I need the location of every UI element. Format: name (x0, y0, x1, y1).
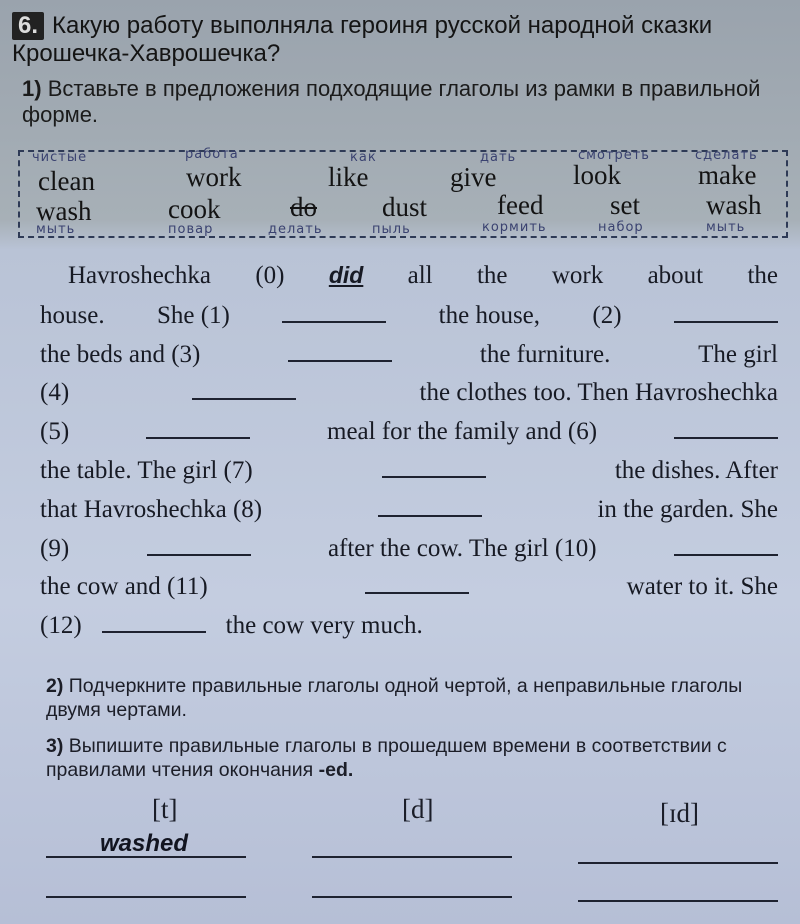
instruction-2 (46, 674, 786, 722)
answer-blank-3[interactable] (288, 340, 392, 362)
instruction-2-number: 2) (46, 675, 64, 697)
instruction-3 (46, 734, 786, 782)
instruction-3-text: Выпишите правильные глаголы в прошедшем времени в соответствии с правилами чтения окончания (46, 735, 727, 781)
word-do: do (290, 192, 317, 222)
passage-line: house. She (1) the house, (2) (40, 301, 778, 340)
instruction-2-text: Подчеркните правильные глаголы одной чертой, а неправильные глаголы двумя чертами. (46, 675, 743, 721)
column-id: [ɪd] (660, 798, 699, 828)
passage-line: (5) meal for the family and (6) (40, 417, 778, 456)
task-question: Какую работу выполняла героиня русской народной сказки Крошечка-Хаврошечка? (12, 12, 713, 67)
passage-line: (4) the clothes too. Then Havroshechka (40, 379, 778, 407)
word-clean: clean (38, 166, 95, 196)
note-set: набор (598, 220, 644, 235)
passage-line: the cow and (11) water to it. She (40, 573, 778, 601)
instruction-1-text: Вставьте в предложения подходящие глаголы из рамки в правильной форме. (22, 76, 761, 127)
answer-blank-5[interactable] (146, 417, 250, 439)
note-dust: пыль (372, 222, 411, 237)
passage-line: Havroshechka (0) did all the work about the (68, 262, 778, 289)
written-answer: washed (100, 830, 189, 857)
column-t: [t] (152, 794, 178, 824)
passage-line: the table. The girl (7) the dishes. After (40, 456, 778, 484)
note-give: дать (480, 150, 517, 165)
answer-blank-11[interactable] (365, 572, 469, 594)
answer-blank-2[interactable] (674, 301, 778, 323)
note-work: работа (185, 147, 239, 162)
example-answer: did (328, 262, 364, 288)
write-line[interactable] (46, 856, 246, 858)
note-look: смотреть (578, 148, 650, 163)
note-wash-2: мыть (706, 220, 746, 235)
word-give: give (450, 162, 497, 192)
write-line[interactable] (312, 856, 512, 858)
note-wash: мыть (36, 222, 76, 237)
word-set: set (610, 190, 640, 220)
word-work: work (186, 162, 242, 192)
word-like: like (328, 162, 369, 192)
word-look: look (573, 160, 622, 190)
word-wash: wash (36, 196, 92, 226)
instruction-1 (22, 76, 792, 128)
note-do: делать (268, 222, 323, 237)
write-line[interactable] (46, 896, 246, 898)
answer-blank-9[interactable] (147, 534, 251, 556)
answer-blank-7[interactable] (382, 456, 486, 478)
instruction-3-suffix: -ed. (318, 759, 354, 781)
note-like: как (350, 150, 377, 165)
write-line[interactable] (312, 896, 512, 898)
instruction-3-number: 3) (46, 735, 64, 757)
passage (40, 262, 778, 650)
answer-blank-10[interactable] (674, 534, 778, 556)
word-cook: cook (168, 194, 221, 224)
passage-line: (12) the cow very much. (40, 612, 423, 640)
note-clean: чистые (32, 150, 88, 165)
answer-blank-6[interactable] (674, 417, 778, 439)
write-line[interactable] (578, 862, 778, 864)
passage-line: (9) after the cow. The girl (10) (40, 534, 778, 573)
answer-blank-4[interactable] (192, 378, 296, 400)
task-number: 6. (12, 12, 44, 40)
answer-blank-8[interactable] (378, 495, 482, 517)
task-heading (12, 12, 792, 68)
instruction-1-number: 1) (22, 76, 42, 101)
note-feed: кормить (482, 220, 547, 235)
note-make: сделать (695, 148, 758, 163)
word-wash-2: wash (706, 190, 762, 220)
column-d: [d] (402, 794, 434, 824)
word-feed: feed (497, 190, 544, 220)
word-make: make (698, 160, 757, 190)
passage-line: that Havroshechka (8) in the garden. She (40, 495, 778, 523)
note-cook: повар (168, 222, 214, 237)
write-line[interactable] (578, 900, 778, 902)
word-dust: dust (382, 192, 428, 222)
answer-blank-1[interactable] (282, 301, 386, 323)
answer-blank-12[interactable] (102, 611, 206, 633)
passage-line: the beds and (3) the furniture. The girl (40, 340, 778, 368)
